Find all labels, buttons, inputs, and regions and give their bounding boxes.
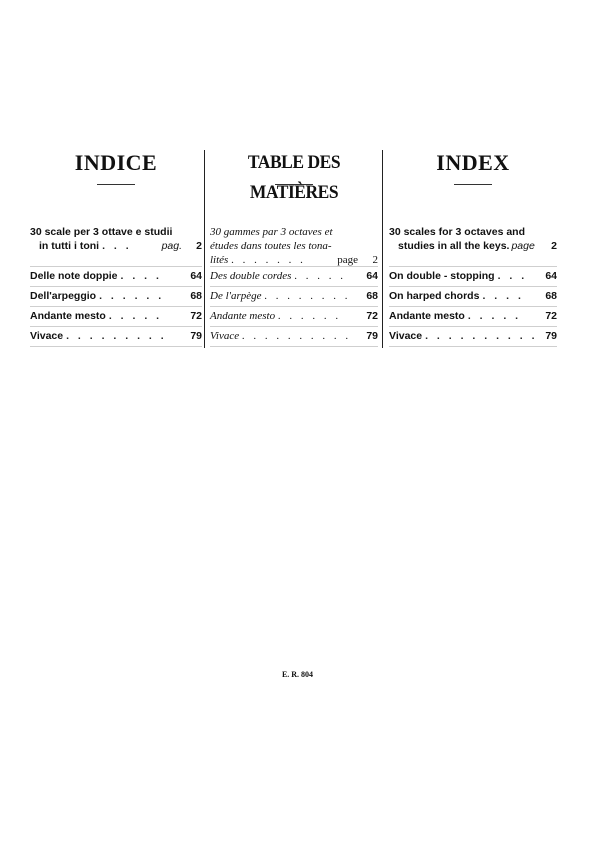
leader-dots: . . . . . . . (231, 254, 307, 266)
leader-dots: . . . (102, 240, 132, 252)
entry-title: Vivace (389, 330, 423, 342)
entry-title-line1: 30 gammes par 3 octaves et (210, 226, 333, 238)
entry-title: De l'arpège (210, 290, 262, 302)
page-number: 79 (545, 330, 557, 342)
page-number: 72 (190, 310, 202, 322)
page-number: 68 (545, 290, 557, 302)
leader-dots: . . . . . . . . . (66, 330, 167, 342)
list-item (389, 267, 557, 287)
page-number: 2 (551, 240, 557, 252)
leader-dots: . . . . (482, 290, 524, 302)
heading-indice: INDICE (74, 150, 158, 175)
entry-title-line1: 30 scale per 3 ottave e studii (30, 226, 173, 238)
heading-underline (454, 184, 492, 185)
page-label: pag. (161, 240, 182, 252)
list-item (30, 307, 202, 327)
column-italian (30, 148, 202, 347)
page-number: 68 (190, 290, 202, 302)
list-item (389, 327, 557, 347)
column-divider (382, 150, 383, 348)
entry-list (30, 223, 202, 347)
page-number: 64 (545, 270, 557, 282)
leader-dots: . . . . . (294, 270, 347, 282)
entry-title: On harped chords (389, 290, 480, 302)
page-label: page (337, 254, 358, 266)
page-number: 64 (190, 270, 202, 282)
list-item (30, 267, 202, 287)
entry-title: Vivace (210, 330, 240, 342)
leader-dots: . . . . . (467, 310, 522, 322)
list-item-scales (210, 223, 378, 267)
entry-title: Delle note doppie (30, 270, 118, 282)
leader-dots: . . . . (120, 270, 162, 282)
column-french (210, 148, 378, 347)
list-item (389, 287, 557, 307)
page-number: 68 (366, 290, 378, 302)
entry-title: Vivace (30, 330, 64, 342)
leader-dots: . . . . . . . . (264, 290, 351, 302)
entry-title: On double - stopping (389, 270, 495, 282)
leader-dots: . . . (497, 270, 528, 282)
leader-dots: . . . . . . . . . . (242, 330, 352, 342)
leader-dots: . . . . . . (278, 310, 342, 322)
entry-title-line2: in tutti i toni (39, 240, 100, 252)
page-number: 64 (366, 270, 378, 282)
page-number: 2 (372, 254, 378, 266)
leader-dots: . . . . . (108, 310, 163, 322)
entry-title-line3: lités (210, 254, 229, 266)
entry-title: Andante mesto (389, 310, 465, 322)
column-english (389, 148, 557, 347)
list-item (210, 267, 378, 287)
plate-number: E. R. 804 (281, 670, 314, 679)
list-item (210, 327, 378, 347)
page-number: 72 (366, 310, 378, 322)
entry-title: Des double cordes (210, 270, 292, 282)
entry-list (210, 223, 378, 347)
list-item (389, 307, 557, 327)
page-number: 79 (366, 330, 378, 342)
list-item (210, 307, 378, 327)
entry-title: Andante mesto (210, 310, 276, 322)
list-item (210, 287, 378, 307)
heading-index: INDEX (436, 150, 510, 175)
entry-title: Dell'arpeggio (30, 290, 97, 302)
page-number: 72 (545, 310, 557, 322)
entry-list (389, 223, 557, 347)
heading-table-des-matieres: TABLE DES MATIÈRES (247, 152, 341, 203)
list-item (30, 327, 202, 347)
list-item-scales (30, 223, 202, 267)
leader-dots: . . . . . . . . . . (425, 330, 538, 342)
heading-underline (97, 184, 135, 185)
list-item-scales (389, 223, 557, 267)
entry-title-line1: 30 scales for 3 octaves and (389, 226, 525, 238)
column-divider (204, 150, 205, 348)
entry-title-line2: studies in all the keys. (398, 240, 510, 252)
entry-title-line2: études dans toutes les tona- (210, 240, 332, 252)
list-item (30, 287, 202, 307)
page-number: 79 (190, 330, 202, 342)
leader-dots: . . . . . . (99, 290, 165, 302)
entry-title: Andante mesto (30, 310, 106, 322)
page-label: page (511, 240, 535, 252)
page-number: 2 (196, 240, 202, 252)
